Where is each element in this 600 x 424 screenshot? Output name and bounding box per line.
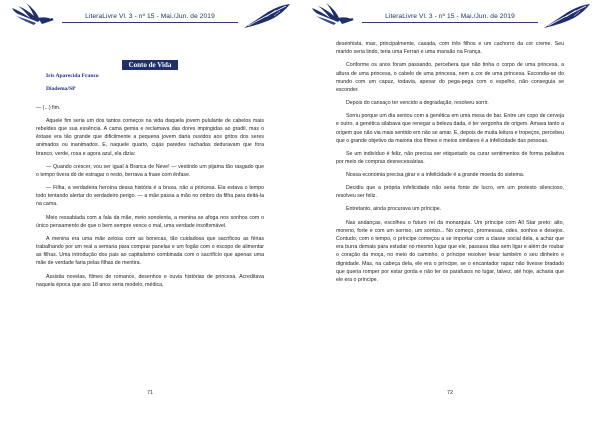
author-name: Iris Aparecida Franco bbox=[46, 73, 99, 79]
paragraph: Depois do cansaço ter vencido a degradação, resolveu sorrir. bbox=[346, 100, 489, 106]
header-rule bbox=[62, 22, 238, 23]
paragraph: Nossa economia precisa girar e a infelicidade é a grande moeda do sistema. bbox=[346, 172, 525, 179]
story-title: Conto de Vida bbox=[122, 60, 178, 70]
paragraph: Conforme os anos foram passando, percebera que não tinha o corpo de uma princesa, a altura de uma princesa, o cabelo de uma princesa, nem a cor de uma princesa. Escondia-se do mundo com um capuz, todavia, apesar do pega-pega com o espelho, não conseguia se esconder. bbox=[336, 62, 564, 93]
page-number: 71 bbox=[146, 390, 154, 396]
author-location: Diadema/SP bbox=[46, 85, 76, 92]
right-content bbox=[336, 40, 564, 289]
header-rule bbox=[362, 22, 538, 23]
paragraph: A menina era uma mãe zelosa com as bonecas, tão cuidadosa que sacrificou as férias trabalhando por um real a semana para comprar panelas e um fogão com o escopo de alimentar as filhas. Uma introdução dos pais ao capitalismo combinada com o sacrifício que apenas uma mãe de verdade faria pelas filhas de mentira. bbox=[36, 235, 264, 267]
page-number: 72 bbox=[446, 390, 454, 396]
paragraph: Sorriu porque um dia sentou com a genética em uma mesa de bar. Entre um copo de cerveja e outro, a genética silabava que renegar a beleza dada, é ter vergonha de origem. Amava tanto a origem que não via mais sentido em não se amar. E, depois de muita leitura e tropeços, percebeu que o grande objetivo da maioria dos filmes e meios similares é a infelicidade das pessoas. bbox=[336, 113, 564, 144]
paragraph: — Filha, a verdadeira heroína dessa história é a bruxa, não a princesa. Ela estava o tempo todo tentando alertar do verdadeiro perigo. — a mãe passa a mão no ombro da filha para deitá-la na cama. bbox=[36, 185, 264, 208]
page-header bbox=[300, 2, 600, 32]
paragraph: desenhista, mas, principalmente, casada, com três filhos e um cachorro da cor creme. Seu marido seria lindo, teria uma Ferrari e uma mansão na França. bbox=[336, 41, 564, 56]
page-header bbox=[0, 2, 300, 32]
left-content bbox=[36, 36, 264, 294]
paragraph: — (...) fim. bbox=[36, 104, 61, 111]
paragraph: Aquele fim seria um dos tantos começos na vida daquela jovem pululante de cabelos mais rebeldes que sua essência. A cama gemia e reclamava das dores impingidas ao gradil, mas o êxtase era tão grande que dificilmente a pequena jovem daria ouvidos aos gritos dos seres animados ou inanimados. E, naquele quarto, cujas paredes rachadas deduravam que fora branco, verde, rosa e agora azul, ela dizia: bbox=[36, 117, 264, 157]
paragraph: Nas andanças, escolheu o futuro rei da monarquia. Um príncipe com All Star preto: alto, moreno, forte e com um sorriso, um sorriso... No começo, promessas, odes, sonhos e desejos. Contudo, com o tempo, o príncipe começou a se importar com a classe social dela, a achar que era burra demais para estudar no mesmo lugar que ele, passava dias sem ligar e além de roubar o coração da moça, no meio do caminho, o príncipe resolver levar também o seu dinheiro e dignidade. Mas, na cabeça dela, ele era o príncipe, se o encantador rapaz não tivesse bradado que queria romper por estar gorda e não ter os parafusos no lugar, talvez, até hoje, acharia que ele era o príncipe. bbox=[336, 219, 564, 283]
right-page bbox=[300, 0, 600, 424]
paragraph: Entretanto, ainda procurava um príncipe. bbox=[346, 206, 442, 213]
paragraph: Se um indivíduo é feliz, não precisa ser etiquetado ou curar sentimentos de forma paliativa por meio de compras desnecessárias. bbox=[336, 150, 564, 165]
paragraph: Assistia novelas, filmes de romance, desenhos e ouvia histórias de princesa. Acreditava naquela época que aos 18 anos seria modelo, médica, bbox=[36, 273, 264, 288]
paragraph: Meio ressabiada com a fala da mãe, meio sonolenta, a menina se afoga nos sonhos com o único pensamento de que o bem sempre vence o mal, uma verdade insofismável. bbox=[36, 214, 264, 229]
header-title: LiteraLivre Vl. 3 - nº 15 - Mai./Jun. de 2019 bbox=[85, 13, 215, 20]
paragraph: Decidiu que a própria infelicidade não seria fonte de lucro, em um protesto silencioso, resolveu ser feliz. bbox=[336, 185, 564, 200]
header-title: LiteraLivre Vl. 3 - nº 15 - Mai./Jun. de 2019 bbox=[385, 13, 515, 20]
paragraph: — Quando crescer, vou ser igual à Branca de Neve! — vestindo um pijama tão rasgado que o tempo tivera dó de estragar o resto, berrava a frase com ênfase. bbox=[36, 163, 264, 178]
